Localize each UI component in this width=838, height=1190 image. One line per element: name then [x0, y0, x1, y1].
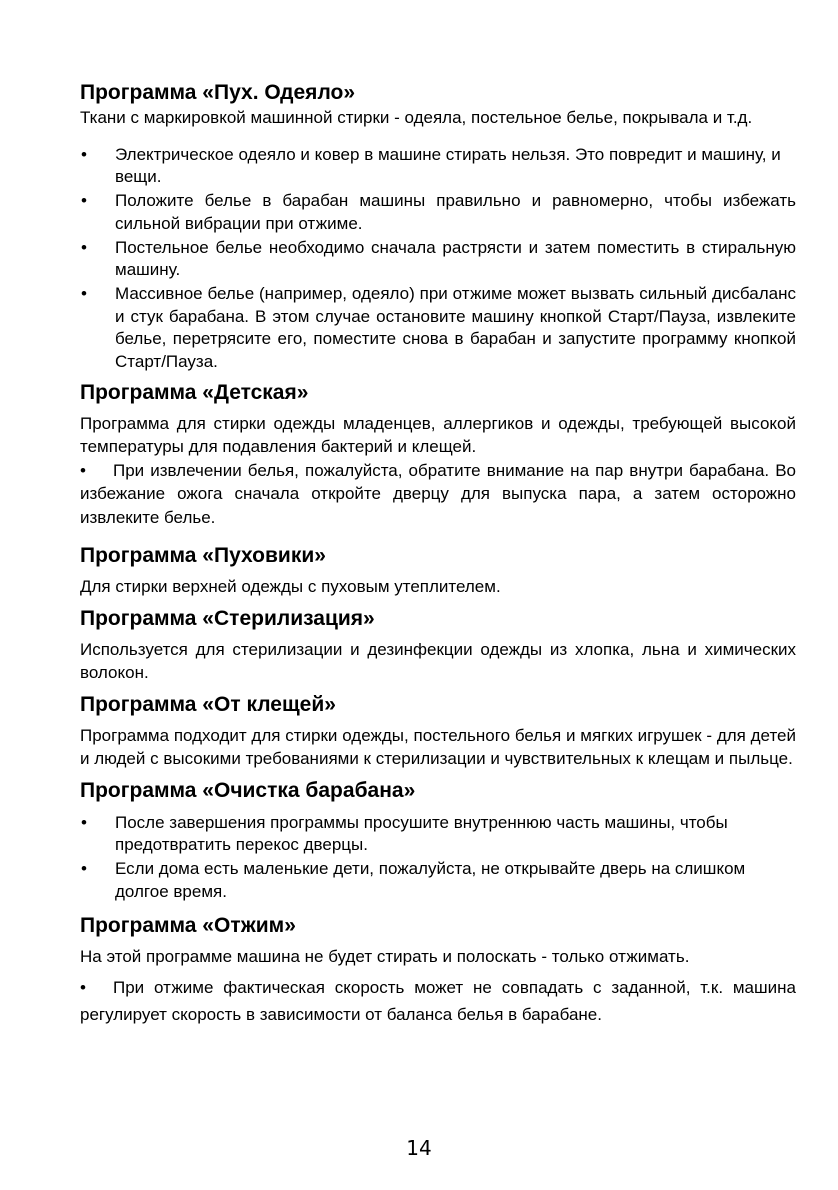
list-item: • Электрическое одеяло и ковер в машине стирать нельзя. Это повредит и машину, и вещи. — [80, 144, 796, 189]
manual-page — [80, 80, 796, 1028]
list-item: • Положите белье в барабан машины правильно и равномерно, чтобы избежать сильной вибрации при отжиме. — [80, 190, 796, 235]
bullet-list — [80, 812, 796, 904]
bullet-icon: • — [80, 460, 86, 480]
section-note-text: При отжиме фактическая скорость может не совпадать с заданной, т.к. машина регулирует скорость в зависимости от баланса белья в барабане. — [80, 978, 796, 1024]
section-heading: Программа «Детская» — [80, 380, 309, 404]
bullet-list — [80, 144, 796, 374]
section-heading: Программа «Пух. Одеяло» — [80, 81, 356, 104]
section-intro: Для стирки верхней одежды с пуховым утеплителем. — [80, 577, 501, 596]
section-note — [80, 974, 796, 1028]
section-note — [80, 459, 796, 530]
section-heading: Программа «Отжим» — [80, 913, 296, 937]
section-intro: Программа подходит для стирки одежды, постельного белья и мягких игрушек - для детей и людей с высокими требованиями к стерилизации и чувствительных к клещам и пыльце. — [80, 725, 796, 768]
section-intro: Ткани с маркировкой машинной стирки - одеяла, постельное белье, покрывала и т.д. — [80, 108, 753, 127]
section-intro: Используется для стерилизации и дезинфекции одежды из хлопка, льна и химических волокон. — [80, 639, 796, 682]
list-item: • После завершения программы просушите внутреннюю часть машины, чтобы предотвратить перекос дверцы. — [80, 812, 796, 857]
list-item: • Массивное белье (например, одеяло) при отжиме может вызвать сильный дисбаланс и стук барабана. В этом случае остановите машину кнопкой Старт/Пауза, извлеките белье, перетрясите его, поместите снова в барабан и запустите программу кнопкой Старт/Пауза. — [80, 283, 796, 373]
section-note-text: При извлечении белья, пожалуйста, обратите внимание на пар внутри барабана. Во избежание ожога сначала откройте дверцу для выпуска пара, а затем осторожно извлеките белье. — [80, 460, 796, 527]
section-intro: На этой программе машина не будет стирать и полоскать - только отжимать. — [80, 946, 690, 966]
list-item: • Если дома есть маленькие дети, пожалуйста, не открывайте дверь на слишком долгое время. — [80, 858, 796, 903]
list-item: • Постельное белье необходимо сначала растрясти и затем поместить в стиральную машину. — [80, 237, 796, 282]
section-intro: Программа для стирки одежды младенцев, аллергиков и одежды, требующей высокой температуры для подавления бактерий и клещей. — [80, 413, 796, 456]
page-number: 14 — [406, 1136, 432, 1160]
bullet-icon: • — [80, 978, 86, 997]
section-heading: Программа «Пуховики» — [80, 544, 326, 567]
section-heading: Программа «Очистка барабана» — [80, 778, 416, 802]
section-heading: Программа «Стерилизация» — [80, 606, 375, 630]
section-heading: Программа «От клещей» — [80, 692, 336, 716]
